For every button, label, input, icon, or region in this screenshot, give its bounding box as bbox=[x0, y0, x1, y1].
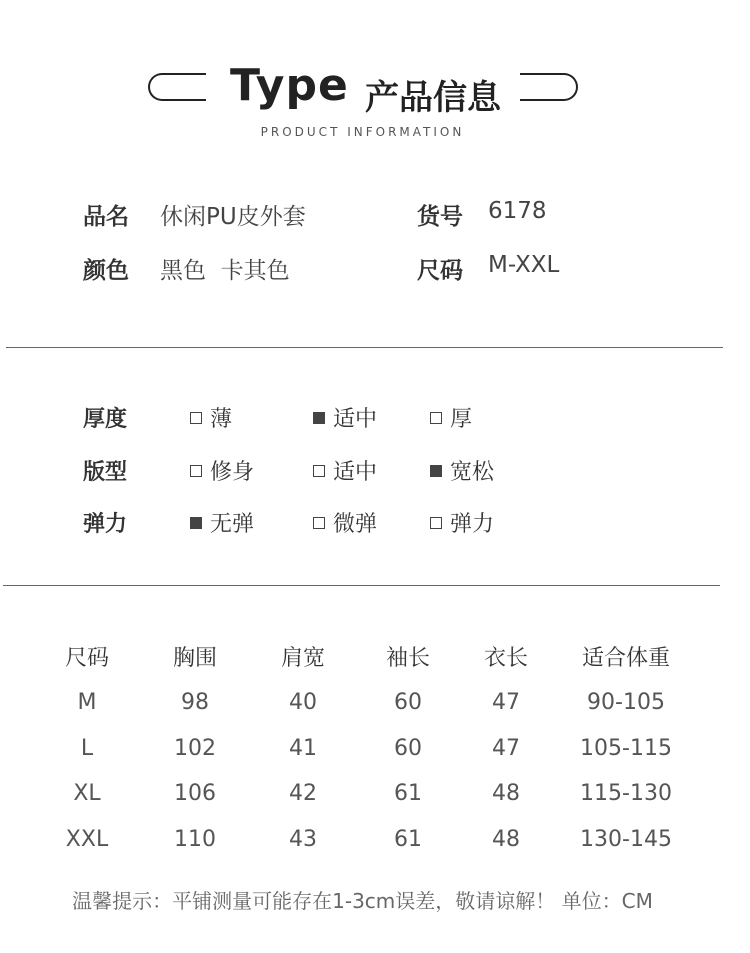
table-cell: 47 bbox=[492, 690, 520, 715]
table-cell: 42 bbox=[289, 781, 317, 806]
table-header-sleeve: 袖长 bbox=[385, 646, 430, 671]
table-cell: 40 bbox=[289, 690, 317, 715]
table-header-length: 衣长 bbox=[483, 646, 528, 671]
table-cell: 48 bbox=[492, 827, 520, 852]
fit-option-slim: 修身 bbox=[190, 455, 254, 486]
measurement-note: 温馨提示：平铺测量可能存在1-3cm误差，敬请谅解！ 单位：CM bbox=[72, 889, 653, 913]
product-name-value: 休闲PU皮外套 bbox=[160, 204, 306, 230]
header-right-bracket bbox=[520, 73, 578, 101]
fit-option-regular: 适中 bbox=[313, 455, 377, 486]
header-subtitle: PRODUCT INFORMATION bbox=[260, 125, 465, 139]
table-cell: 60 bbox=[394, 690, 422, 715]
item-number-label: 货号 bbox=[417, 204, 463, 230]
checkbox-icon bbox=[313, 517, 325, 529]
table-cell: 106 bbox=[174, 781, 216, 806]
checkbox-checked-icon bbox=[313, 412, 325, 424]
divider-bottom bbox=[3, 585, 720, 586]
table-cell: 43 bbox=[289, 827, 317, 852]
size-range-label: 尺码 bbox=[417, 258, 463, 284]
table-cell: 47 bbox=[492, 736, 520, 761]
table-cell: 61 bbox=[394, 827, 422, 852]
table-cell: 98 bbox=[181, 690, 209, 715]
table-cell: 105-115 bbox=[580, 736, 672, 761]
table-cell: 115-130 bbox=[580, 781, 672, 806]
fit-label: 版型 bbox=[83, 460, 128, 485]
checkbox-checked-icon bbox=[430, 465, 442, 477]
table-header-shoulder: 肩宽 bbox=[280, 646, 325, 671]
product-name-label: 品名 bbox=[83, 204, 129, 230]
color-label: 颜色 bbox=[83, 258, 129, 284]
table-cell: 61 bbox=[394, 781, 422, 806]
table-cell: 60 bbox=[394, 736, 422, 761]
elasticity-option-slight: 微弹 bbox=[313, 507, 377, 538]
table-cell: XXL bbox=[65, 827, 109, 852]
thickness-option-thin: 薄 bbox=[190, 402, 232, 433]
checkbox-icon bbox=[190, 412, 202, 424]
table-header-chest: 胸围 bbox=[172, 646, 217, 671]
elasticity-option-stretch: 弹力 bbox=[430, 507, 494, 538]
fit-option-loose: 宽松 bbox=[430, 455, 494, 486]
divider-top bbox=[6, 347, 723, 348]
elasticity-label: 弹力 bbox=[83, 512, 128, 537]
checkbox-icon bbox=[313, 465, 325, 477]
header-left-bracket bbox=[148, 73, 206, 101]
table-cell: 90-105 bbox=[587, 690, 665, 715]
table-cell: 110 bbox=[174, 827, 216, 852]
thickness-option-thick: 厚 bbox=[430, 402, 472, 433]
checkbox-icon bbox=[190, 465, 202, 477]
table-cell: 41 bbox=[289, 736, 317, 761]
header-title-cn: 产品信息 bbox=[365, 78, 501, 118]
checkbox-icon bbox=[430, 412, 442, 424]
size-range-value: M-XXL bbox=[488, 252, 560, 278]
table-cell: L bbox=[80, 736, 94, 761]
table-header-size: 尺码 bbox=[64, 646, 109, 671]
checkbox-checked-icon bbox=[190, 517, 202, 529]
header-title: Type bbox=[230, 60, 349, 111]
item-number-value: 6178 bbox=[488, 198, 547, 224]
table-header-weight: 适合体重 bbox=[581, 646, 670, 671]
table-cell: 102 bbox=[174, 736, 216, 761]
thickness-label: 厚度 bbox=[83, 407, 128, 432]
color-value: 黑色 卡其色 bbox=[160, 258, 290, 284]
table-cell: 130-145 bbox=[580, 827, 672, 852]
table-cell: XL bbox=[73, 781, 101, 806]
table-cell: 48 bbox=[492, 781, 520, 806]
elasticity-option-none: 无弹 bbox=[190, 507, 254, 538]
checkbox-icon bbox=[430, 517, 442, 529]
table-cell: M bbox=[77, 690, 97, 715]
thickness-option-medium: 适中 bbox=[313, 402, 377, 433]
